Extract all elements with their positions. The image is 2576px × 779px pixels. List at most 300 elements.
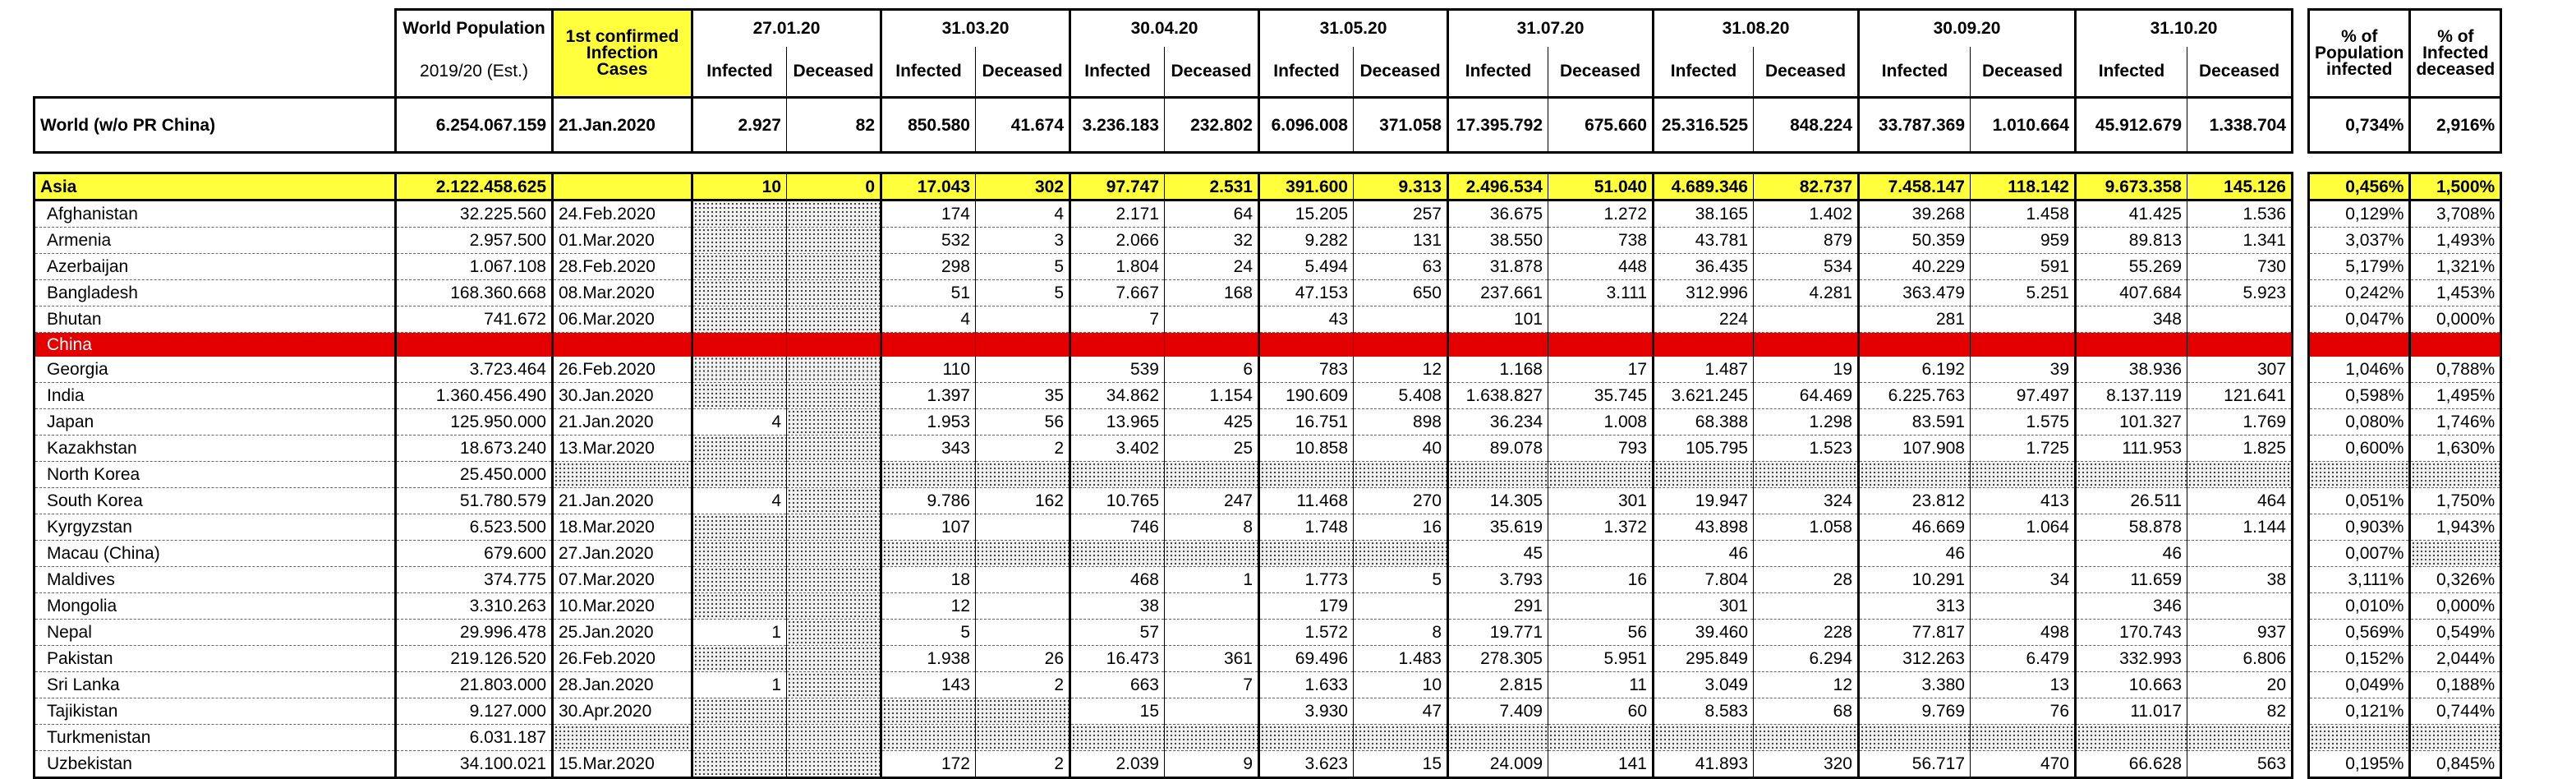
pct-population-infected: 0,598% <box>2309 383 2410 409</box>
deceased-value <box>787 333 881 357</box>
infected-value: 16.473 <box>1070 646 1165 672</box>
deceased-value: 5.251 <box>1971 280 2076 307</box>
infected-value: 9.282 <box>1259 228 1354 254</box>
gap <box>2293 646 2309 672</box>
pct-infected-deceased: 0,845% <box>2410 751 2501 778</box>
infected-value: 3.793 <box>1448 567 1548 593</box>
infected-value: 172 <box>881 751 976 778</box>
infected-value <box>1448 725 1548 751</box>
infected-value: 1.168 <box>1448 357 1548 383</box>
deceased-value <box>787 698 881 725</box>
infected-value: 4 <box>692 488 787 514</box>
population: 1.067.108 <box>396 254 553 280</box>
first-confirmed: 10.Mar.2020 <box>553 593 692 620</box>
first-confirmed: 28.Feb.2020 <box>553 254 692 280</box>
country-name: India <box>34 383 396 409</box>
deceased-value <box>2187 725 2293 751</box>
deceased-value: 320 <box>1754 751 1859 778</box>
infected-value: 1.953 <box>881 409 976 436</box>
pct-population-infected: 0,010% <box>2309 593 2410 620</box>
deceased-value <box>976 620 1070 646</box>
infected-value: 41.425 <box>2076 201 2187 228</box>
infected-value <box>2076 333 2187 357</box>
deceased-value: 464 <box>2187 488 2293 514</box>
infected-value: 298 <box>881 254 976 280</box>
infected-value: 46 <box>1654 541 1754 567</box>
deceased-value: 5.951 <box>1548 646 1654 672</box>
infected-value <box>692 698 787 725</box>
deceased-value: 1.298 <box>1754 409 1859 436</box>
deceased-value <box>1354 593 1448 620</box>
infected-value: 57 <box>1070 620 1165 646</box>
pct-population-infected: 0,049% <box>2309 672 2410 698</box>
infected-value <box>1654 333 1754 357</box>
table-row <box>34 593 2501 620</box>
deceased-value: 301 <box>1548 488 1654 514</box>
infected-value <box>692 541 787 567</box>
first-confirmed: 18.Mar.2020 <box>553 514 692 541</box>
gap <box>2293 333 2309 357</box>
first-confirmed: 08.Mar.2020 <box>553 280 692 307</box>
pct-population-infected: 0,734% <box>2309 98 2410 153</box>
infected-value <box>1259 541 1354 567</box>
infected-value: 38.550 <box>1448 228 1548 254</box>
infected-value: 332.993 <box>2076 646 2187 672</box>
deceased-value: 898 <box>1354 409 1448 436</box>
infected-value: 4.689.346 <box>1654 173 1754 201</box>
infected-value: 15.205 <box>1259 201 1354 228</box>
country-name: Bhutan <box>34 307 396 333</box>
infected-value: 47.153 <box>1259 280 1354 307</box>
infected-value <box>881 462 976 488</box>
deceased-value: 959 <box>1971 228 2076 254</box>
pct-infected-deceased <box>2410 541 2501 567</box>
deceased-value: 361 <box>1165 646 1259 672</box>
gap <box>2293 620 2309 646</box>
population: 2.957.500 <box>396 228 553 254</box>
deceased-value: 9.313 <box>1354 173 1448 201</box>
first-confirmed: 26.Feb.2020 <box>553 357 692 383</box>
deceased-value: 6.479 <box>1971 646 2076 672</box>
infected-value: 301 <box>1654 593 1754 620</box>
infected-value: 107.908 <box>1859 436 1971 462</box>
pct-infected-deceased: 1,500% <box>2410 173 2501 201</box>
deceased-value: 1.144 <box>2187 514 2293 541</box>
infected-value: 348 <box>2076 307 2187 333</box>
pct-infected-deceased: 0,188% <box>2410 672 2501 698</box>
deceased-value: 1.338.704 <box>2187 98 2293 153</box>
infected-value: 23.812 <box>1859 488 1971 514</box>
infected-value: 19.771 <box>1448 620 1548 646</box>
infected-value: 11.017 <box>2076 698 2187 725</box>
pct-infected-deceased: 0,326% <box>2410 567 2501 593</box>
gap <box>2293 751 2309 778</box>
deceased-value <box>1971 462 2076 488</box>
deceased-value <box>976 593 1070 620</box>
deceased-value <box>1971 725 2076 751</box>
header-infected: Infected <box>1448 47 1548 98</box>
infected-value: 43.781 <box>1654 228 1754 254</box>
infected-value: 312.263 <box>1859 646 1971 672</box>
infected-value: 407.684 <box>2076 280 2187 307</box>
deceased-value: 13 <box>1971 672 2076 698</box>
deceased-value <box>976 462 1070 488</box>
table-row <box>34 383 2501 409</box>
infected-value: 39.268 <box>1859 201 1971 228</box>
infected-value: 19.947 <box>1654 488 1754 514</box>
deceased-value <box>1971 333 2076 357</box>
deceased-value: 1.575 <box>1971 409 2076 436</box>
pct-population-infected: 1,046% <box>2309 357 2410 383</box>
infected-value: 46 <box>2076 541 2187 567</box>
infected-value: 83.591 <box>1859 409 1971 436</box>
table-row <box>34 646 2501 672</box>
pct-infected-deceased: 1,746% <box>2410 409 2501 436</box>
deceased-value <box>1548 541 1654 567</box>
deceased-value <box>1165 593 1259 620</box>
deceased-value: 302 <box>976 173 1070 201</box>
population: 1.360.456.490 <box>396 383 553 409</box>
pct-population-infected: 0,195% <box>2309 751 2410 778</box>
population: 679.600 <box>396 541 553 567</box>
gap <box>2293 672 2309 698</box>
infected-value: 31.878 <box>1448 254 1548 280</box>
table-row <box>34 514 2501 541</box>
population: 29.996.478 <box>396 620 553 646</box>
deceased-value <box>787 725 881 751</box>
infected-value <box>881 698 976 725</box>
pct-population-infected <box>2309 725 2410 751</box>
population: 219.126.520 <box>396 646 553 672</box>
deceased-value: 12 <box>1354 357 1448 383</box>
pct-population-infected: 0,121% <box>2309 698 2410 725</box>
infected-value <box>692 357 787 383</box>
deceased-value: 2.531 <box>1165 173 1259 201</box>
country-name: Georgia <box>34 357 396 383</box>
country-name: Armenia <box>34 228 396 254</box>
gap <box>2293 514 2309 541</box>
header-deceased: Deceased <box>2187 47 2293 98</box>
deceased-value: 1.064 <box>1971 514 2076 541</box>
pct-infected-deceased: 0,788% <box>2410 357 2501 383</box>
deceased-value <box>2187 593 2293 620</box>
pct-infected-deceased: 1,453% <box>2410 280 2501 307</box>
infected-value: 38.165 <box>1654 201 1754 228</box>
header-gap <box>2293 47 2309 98</box>
deceased-value <box>787 307 881 333</box>
population: 2.122.458.625 <box>396 173 553 201</box>
header-world-population-sub: 2019/20 (Est.) <box>396 47 553 98</box>
country-name: Turkmenistan <box>34 725 396 751</box>
gap <box>2293 254 2309 280</box>
infected-value: 18 <box>881 567 976 593</box>
deceased-value: 64.469 <box>1754 383 1859 409</box>
infected-value: 5 <box>881 620 976 646</box>
infected-value: 89.813 <box>2076 228 2187 254</box>
infected-value: 7.458.147 <box>1859 173 1971 201</box>
infected-value: 25.316.525 <box>1654 98 1754 153</box>
infected-value: 45 <box>1448 541 1548 567</box>
pct-population-infected: 0,903% <box>2309 514 2410 541</box>
deceased-value: 6.806 <box>2187 646 2293 672</box>
gap <box>2293 201 2309 228</box>
infected-value: 346 <box>2076 593 2187 620</box>
deceased-value: 793 <box>1548 436 1654 462</box>
infected-value: 111.953 <box>2076 436 2187 462</box>
infected-value: 9.786 <box>881 488 976 514</box>
infected-value: 13.965 <box>1070 409 1165 436</box>
table-row <box>34 436 2501 462</box>
infected-value: 3.236.183 <box>1070 98 1165 153</box>
deceased-value <box>787 646 881 672</box>
infected-value: 56.717 <box>1859 751 1971 778</box>
deceased-value: 591 <box>1971 254 2076 280</box>
infected-value: 391.600 <box>1259 173 1354 201</box>
header-infected: Infected <box>1070 47 1165 98</box>
deceased-value: 39 <box>1971 357 2076 383</box>
header-date: 31.10.20 <box>2076 10 2293 48</box>
pct-population-infected: 3,037% <box>2309 228 2410 254</box>
gap <box>2293 357 2309 383</box>
deceased-value <box>1548 462 1654 488</box>
deceased-value: 145.126 <box>2187 173 2293 201</box>
deceased-value <box>787 383 881 409</box>
infected-value: 50.359 <box>1859 228 1971 254</box>
header-deceased: Deceased <box>787 47 881 98</box>
deceased-value <box>1165 462 1259 488</box>
deceased-value <box>2187 307 2293 333</box>
pct-infected-deceased <box>2410 333 2501 357</box>
country-name: Uzbekistan <box>34 751 396 778</box>
deceased-value: 20 <box>2187 672 2293 698</box>
pct-infected-deceased: 2,044% <box>2410 646 2501 672</box>
pct-infected-deceased: 1,750% <box>2410 488 2501 514</box>
header-pct-infected-deceased: % of Infected deceased <box>2410 10 2501 98</box>
header-deceased: Deceased <box>1165 47 1259 98</box>
deceased-value <box>1754 725 1859 751</box>
deceased-value: 6.294 <box>1754 646 1859 672</box>
infected-value: 69.496 <box>1259 646 1354 672</box>
deceased-value: 121.641 <box>2187 383 2293 409</box>
infected-value <box>692 593 787 620</box>
infected-value: 46 <box>1859 541 1971 567</box>
infected-value: 9.769 <box>1859 698 1971 725</box>
infected-value: 51 <box>881 280 976 307</box>
pct-population-infected: 0,600% <box>2309 436 2410 462</box>
infected-value: 7.409 <box>1448 698 1548 725</box>
infected-value: 10.291 <box>1859 567 1971 593</box>
population: 21.803.000 <box>396 672 553 698</box>
country-name: Nepal <box>34 620 396 646</box>
header-empty <box>34 47 396 98</box>
gap <box>2293 541 2309 567</box>
deceased-value: 1.058 <box>1754 514 1859 541</box>
population: 34.100.021 <box>396 751 553 778</box>
infected-value: 8.583 <box>1654 698 1754 725</box>
infected-value: 35.619 <box>1448 514 1548 541</box>
infected-value: 58.878 <box>2076 514 2187 541</box>
gap <box>2293 436 2309 462</box>
infected-value: 16.751 <box>1259 409 1354 436</box>
gap <box>2293 173 2309 201</box>
first-confirmed: 21.Jan.2020 <box>553 409 692 436</box>
deceased-value <box>787 280 881 307</box>
infected-value: 539 <box>1070 357 1165 383</box>
first-confirmed: 21.Jan.2020 <box>553 488 692 514</box>
country-name: World (w/o PR China) <box>34 98 396 153</box>
pct-infected-deceased: 1,321% <box>2410 254 2501 280</box>
deceased-value <box>1754 307 1859 333</box>
deceased-value <box>976 725 1070 751</box>
infected-value <box>1859 462 1971 488</box>
deceased-value <box>1548 593 1654 620</box>
infected-value: 3.623 <box>1259 751 1354 778</box>
pct-population-infected: 0,047% <box>2309 307 2410 333</box>
population: 25.450.000 <box>396 462 553 488</box>
deceased-value <box>1971 307 2076 333</box>
infected-value: 110 <box>881 357 976 383</box>
population: 32.225.560 <box>396 201 553 228</box>
infected-value: 4 <box>881 307 976 333</box>
infected-value: 77.817 <box>1859 620 1971 646</box>
deceased-value: 10 <box>1354 672 1448 698</box>
infected-value: 12 <box>881 593 976 620</box>
infected-value: 26.511 <box>2076 488 2187 514</box>
deceased-value <box>787 672 881 698</box>
pct-infected-deceased: 0,744% <box>2410 698 2501 725</box>
deceased-value <box>1354 307 1448 333</box>
infected-value <box>692 514 787 541</box>
table-row <box>34 698 2501 725</box>
deceased-value: 131 <box>1354 228 1448 254</box>
infected-value <box>1070 541 1165 567</box>
infected-value: 36.234 <box>1448 409 1548 436</box>
deceased-value <box>2187 541 2293 567</box>
deceased-value: 1.458 <box>1971 201 2076 228</box>
deceased-value: 1.536 <box>2187 201 2293 228</box>
infected-value: 45.912.679 <box>2076 98 2187 153</box>
deceased-value <box>1354 541 1448 567</box>
deceased-value: 34 <box>1971 567 2076 593</box>
table-row <box>34 333 2501 357</box>
pct-population-infected: 0,080% <box>2309 409 2410 436</box>
infected-value: 1.804 <box>1070 254 1165 280</box>
deceased-value <box>787 488 881 514</box>
deceased-value: 76 <box>1971 698 2076 725</box>
infected-value: 5.494 <box>1259 254 1354 280</box>
deceased-value <box>787 462 881 488</box>
deceased-value: 19 <box>1754 357 1859 383</box>
header-deceased: Deceased <box>1971 47 2076 98</box>
first-confirmed: 25.Jan.2020 <box>553 620 692 646</box>
deceased-value: 24 <box>1165 254 1259 280</box>
deceased-value: 64 <box>1165 201 1259 228</box>
deceased-value <box>787 201 881 228</box>
deceased-value: 32 <box>1165 228 1259 254</box>
infected-value: 1.572 <box>1259 620 1354 646</box>
population: 9.127.000 <box>396 698 553 725</box>
infected-value: 10.765 <box>1070 488 1165 514</box>
infected-value: 6.192 <box>1859 357 1971 383</box>
deceased-value: 82 <box>787 98 881 153</box>
infected-value: 1.938 <box>881 646 976 672</box>
infected-value: 43.898 <box>1654 514 1754 541</box>
first-confirmed <box>553 173 692 201</box>
pct-infected-deceased: 0,000% <box>2410 307 2501 333</box>
deceased-value <box>976 698 1070 725</box>
infected-value <box>881 333 976 357</box>
deceased-value <box>1354 333 1448 357</box>
infected-value <box>1259 725 1354 751</box>
deceased-value <box>1165 307 1259 333</box>
first-confirmed: 24.Feb.2020 <box>553 201 692 228</box>
infected-value <box>692 725 787 751</box>
infected-value: 101 <box>1448 307 1548 333</box>
deceased-value: 1.725 <box>1971 436 2076 462</box>
deceased-value: 1.483 <box>1354 646 1448 672</box>
infected-value: 1.638.827 <box>1448 383 1548 409</box>
pct-infected-deceased: 3,708% <box>2410 201 2501 228</box>
deceased-value: 25 <box>1165 436 1259 462</box>
infected-value <box>1070 333 1165 357</box>
infected-value <box>692 567 787 593</box>
table-row <box>34 357 2501 383</box>
spacer-row <box>34 153 2501 173</box>
gap <box>2293 228 2309 254</box>
deceased-value: 1.825 <box>2187 436 2293 462</box>
header-date: 31.05.20 <box>1259 10 1448 48</box>
population: 125.950.000 <box>396 409 553 436</box>
deceased-value: 38 <box>2187 567 2293 593</box>
header-empty <box>34 10 396 48</box>
infected-value: 38 <box>1070 593 1165 620</box>
deceased-value: 2 <box>976 672 1070 698</box>
first-confirmed: 30.Jan.2020 <box>553 383 692 409</box>
deceased-value: 17 <box>1548 357 1654 383</box>
infected-value: 1.748 <box>1259 514 1354 541</box>
first-confirmed: 15.Mar.2020 <box>553 751 692 778</box>
pct-population-infected: 0,129% <box>2309 201 2410 228</box>
deceased-value: 1.372 <box>1548 514 1654 541</box>
population <box>396 333 553 357</box>
pct-infected-deceased: 0,549% <box>2410 620 2501 646</box>
infected-value: 17.043 <box>881 173 976 201</box>
infected-value <box>692 751 787 778</box>
deceased-value: 848.224 <box>1754 98 1859 153</box>
infected-value: 68.388 <box>1654 409 1754 436</box>
deceased-value: 35 <box>976 383 1070 409</box>
deceased-value: 35.745 <box>1548 383 1654 409</box>
deceased-value: 650 <box>1354 280 1448 307</box>
infected-value: 2.815 <box>1448 672 1548 698</box>
deceased-value: 5 <box>1354 567 1448 593</box>
table-row <box>34 280 2501 307</box>
infected-value: 24.009 <box>1448 751 1548 778</box>
infected-value: 237.661 <box>1448 280 1548 307</box>
deceased-value: 232.802 <box>1165 98 1259 153</box>
infected-value: 97.747 <box>1070 173 1165 201</box>
infected-value: 107 <box>881 514 976 541</box>
deceased-value: 5.408 <box>1354 383 1448 409</box>
deceased-value: 413 <box>1971 488 2076 514</box>
infected-value: 174 <box>881 201 976 228</box>
pct-population-infected: 0,456% <box>2309 173 2410 201</box>
infected-value <box>881 725 976 751</box>
deceased-value: 82.737 <box>1754 173 1859 201</box>
deceased-value: 425 <box>1165 409 1259 436</box>
first-confirmed <box>553 725 692 751</box>
pct-infected-deceased <box>2410 725 2501 751</box>
